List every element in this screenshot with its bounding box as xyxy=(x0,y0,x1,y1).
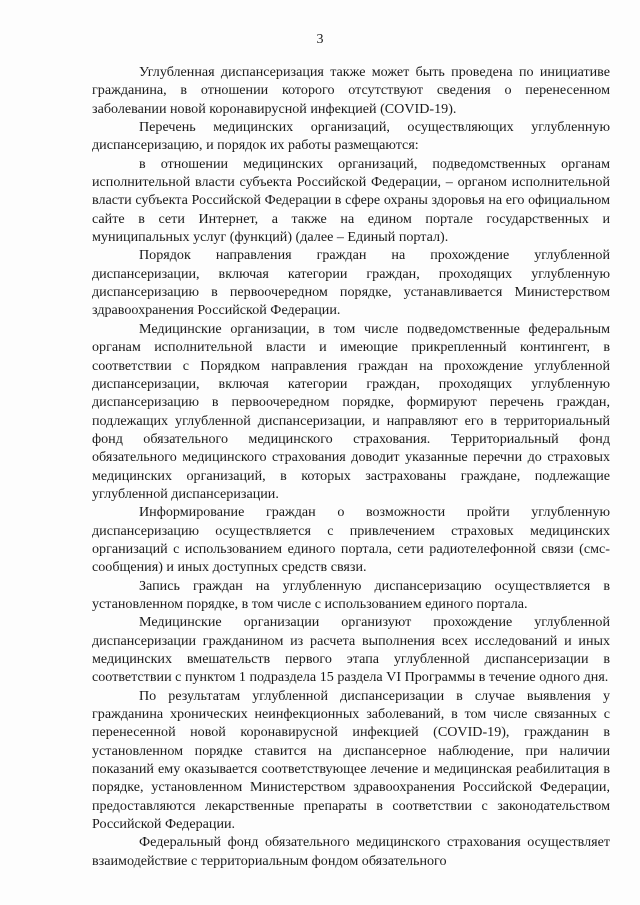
paragraph-5: Медицинские организации, в том числе подведомственные федеральным органам исполнительной власти и имеющие прикрепленный контингент, в соответствии с Порядком направления граждан на прохождение углубленной диспансеризации, включая категории граждан, проходящих углубленную диспансеризацию в первоочередном порядке, формируют перечень граждан, подлежащих углубленной диспансеризации, и направляют его в территориальный фонд обязательного медицинского страхования. Территориальный фонд обязательного медицинского страхования доводит указанные перечни до страховых медицинских организаций, в которых застрахованы граждане, подлежащие углубленной диспансеризации. xyxy=(92,320,610,502)
paragraph-3: в отношении медицинских организаций, подведомственных органам исполнительной власти субъекта Российской Федерации, – органом исполнительной власти субъекта Российской Федерации в сфере охраны здоровья на его официальном сайте в сети Интернет, а также на едином портале государственных и муниципальных услуг (функций) (далее – Единый портал). xyxy=(92,155,610,246)
paragraph-1: Углубленная диспансеризация также может быть проведена по инициативе гражданина, в отношении которого отсутствуют сведения о перенесенном заболевании новой коронавирусной инфекцией (COVID-19). xyxy=(92,64,610,117)
paragraph-9: По результатам углубленной диспансеризации в случае выявления у гражданина хронических неинфекционных заболеваний, в том числе связанных с перенесенной новой коронавирусной инфекцией (COVID-19), гражданин в установленном порядке ставится на диспансерное наблюдение, при наличии показаний ему оказывается соответствующее лечение и медицинская реабилитация в порядке, установленном Министерством здравоохранения Российской Федерации, предоставляются лекарственные препараты в соответствии с законодательством Российской Федерации. xyxy=(92,687,610,833)
page-number: 3 xyxy=(316,32,324,47)
paragraph-10: Федеральный фонд обязательного медицинского страхования осуществляет взаимодействие с территориальным фондом обязательного xyxy=(92,834,610,869)
paragraph-4: Порядок направления граждан на прохождение углубленной диспансеризации, включая категории граждан, проходящих углубленную диспансеризацию в первоочередном порядке, устанавливается Министерством здравоохранения Российской Федерации. xyxy=(92,247,610,319)
paragraph-6: Информирование граждан о возможности пройти углубленную диспансеризацию осуществляется с привлечением страховых медицинских организаций с использованием единого портала, сети радиотелефонной связи (смс-сообщения) и иных доступных средств связи. xyxy=(92,504,610,576)
paragraph-8: Медицинские организации организуют прохождение углубленной диспансеризации гражданином из расчета выполнения всех исследований и иных медицинских вмешательств первого этапа углубленной диспансеризации в соответствии с пунктом 1 подраздела 15 раздела VI Программы в течение одного дня. xyxy=(92,614,610,686)
document-body xyxy=(92,63,610,870)
paragraph-7: Запись граждан на углубленную диспансеризацию осуществляется в установленном порядке, в том числе с использованием единого портала. xyxy=(92,577,610,612)
paragraph-2: Перечень медицинских организаций, осуществляющих углубленную диспансеризацию, и порядок их работы размещаются: xyxy=(92,119,610,154)
